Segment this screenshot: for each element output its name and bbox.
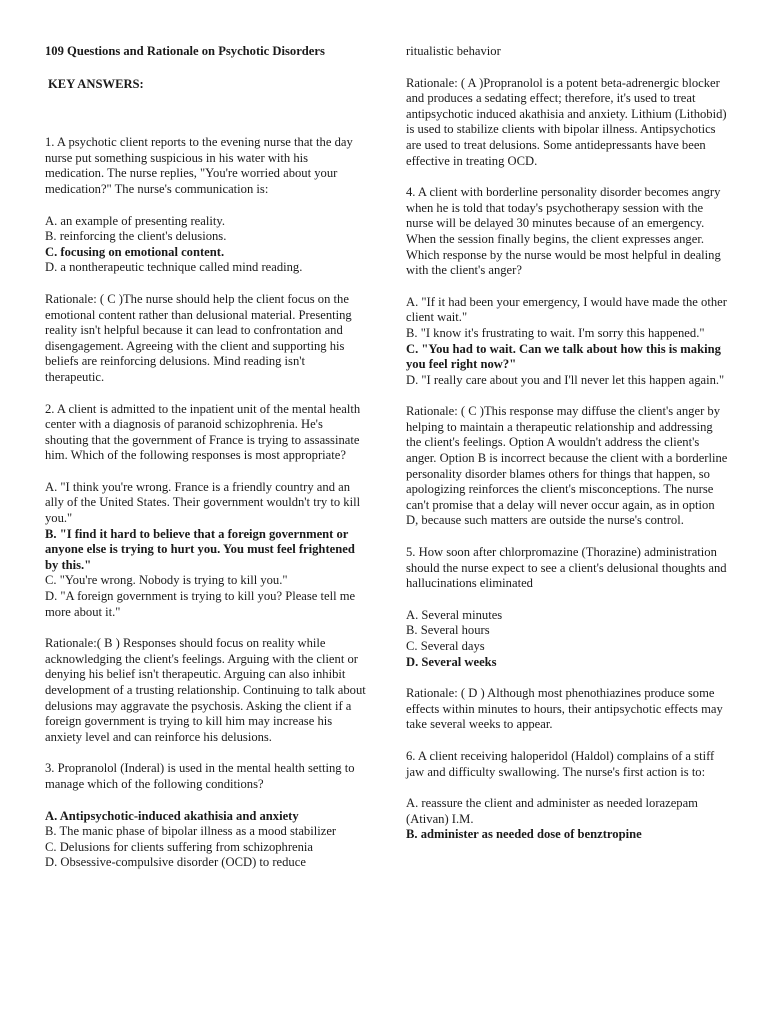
question-1-stem: 1. A psychotic client reports to the evening nurse that the day nurse put something suspicious in his water with his medication. The nurse replies, "You're worried about your medication?" The nurse's communication is:	[45, 135, 353, 196]
question-3-option-d: D. Obsessive-compulsive disorder (OCD) to reduce	[45, 855, 306, 870]
question-4-option-b: B. "I know it's frustrating to wait. I'm sorry this happened."	[406, 325, 705, 340]
left-column	[45, 44, 367, 887]
question-6-option-b-correct: B. administer as needed dose of benztropine	[406, 827, 642, 842]
question-3-stem: 3. Propranolol (Inderal) is used in the mental health setting to manage which of the following conditions?	[45, 761, 355, 791]
question-3-rationale: Rationale: ( A )Propranolol is a potent beta-adrenergic blocker and produces a sedating effect; therefore, it's used to treat antipsychotic induced akathisia and anxiety. Lithium (Lithobid) is used to stabilize clients with bipolar illness. Antipsychotics are used to treat delusions. Some antidepressants have been effective in treating OCD.	[406, 75, 727, 168]
question-2-stem: 2. A client is admitted to the inpatient unit of the mental health center with a diagnosis of paranoid schizophrenia. He's shouting that the government of France is trying to assassinate him. Which of the following responses is most appropriate?	[45, 401, 361, 463]
question-2-option-d: D. "A foreign government is trying to kill you? Please tell me more about it."	[45, 589, 356, 619]
question-6-options	[406, 796, 728, 843]
question-2-options	[45, 480, 367, 620]
question-4-option-c-correct: C. "You had to wait. Can we talk about how this is making you feel right now?"	[406, 341, 721, 372]
question-3-option-a-correct: A. Antipsychotic-induced akathisia and anxiety	[45, 808, 299, 823]
key-answers-heading: KEY ANSWERS:	[48, 76, 144, 91]
question-3-option-d-continued: ritualistic behavior	[406, 44, 501, 58]
document-title: 109 Questions and Rationale on Psychotic Disorders	[45, 44, 325, 58]
question-2-rationale: Rationale:( B ) Responses should focus on reality while acknowledging the client's feelings. Arguing with the client or denying his belief isn't therapeutic. Arguing can also inhibit development of a trusting relationship. Continuing to talk about delusions may aggravate the psychosis. Asking the client if a foreign government is trying to kill him may increase his anxiety level and can reinforce his delusions.	[45, 636, 366, 744]
question-4-stem: 4. A client with borderline personality disorder becomes angry when he is told that today's psychotherapy session with the nurse will be delayed 30 minutes because of an emergency. When the session finally begins, the client expresses anger. Which response by the nurse would be most helpful in dealing with the client's anger?	[406, 185, 721, 278]
question-6-option-a: A. reassure the client and administer as needed lorazepam (Ativan) I.M.	[406, 796, 698, 826]
question-1-options	[45, 214, 367, 276]
question-6-stem: 6. A client receiving haloperidol (Haldol) complains of a stiff jaw and difficulty swallowing. The nurse's first action is to:	[406, 748, 715, 779]
question-1-option-b: B. reinforcing the client's delusions.	[45, 229, 227, 244]
question-4-options	[406, 295, 728, 389]
question-1-option-a: A. an example of presenting reality.	[45, 213, 225, 228]
question-5-option-b: B. Several hours	[406, 623, 490, 638]
question-3-option-c: C. Delusions for clients suffering from schizophrenia	[45, 839, 314, 854]
question-5-rationale: Rationale: ( D ) Although most phenothiazines produce some effects within minutes to hours, their antipsychotic effects may take several weeks to appear.	[406, 686, 723, 732]
question-4-option-d: D. "I really care about you and I'll never let this happen again."	[406, 372, 725, 387]
question-1-option-d: D. a nontherapeutic technique called mind reading.	[45, 260, 303, 275]
question-4-rationale: Rationale: ( C )This response may diffuse the client's anger by helping to maintain a therapeutic relationship and addressing the client's feelings. Option A wouldn't address the client's anger. Option B is incorrect because the client with a borderline personality disorder blames others for things that happen, so apologizing reinforces the client's misconceptions. The nurse can't promise that a delay will never occur again, as in option D, because such matters are outside the nurse's control.	[406, 404, 728, 528]
question-2-option-b-correct: B. "I find it hard to believe that a foreign government or anyone else is trying to hurt you. You must feel frightened by this."	[45, 526, 355, 572]
question-1-option-c-correct: C. focusing on emotional content.	[45, 244, 225, 259]
question-2-option-a: A. "I think you're wrong. France is a friendly country and an ally of the United States. Their government wouldn't try to kill you."	[45, 479, 361, 526]
question-5-options	[406, 608, 728, 670]
question-1-rationale: Rationale: ( C )The nurse should help the client focus on the emotional content rather than delusional material. Presenting reality isn't helpful because it can lead to confrontation and disengagement. Agreeing with the client and supporting his beliefs are reinforcing delusions. Mind reading isn't therapeutic.	[45, 291, 352, 384]
question-3-option-b: B. The manic phase of bipolar illness as a mood stabilizer	[45, 824, 337, 839]
question-3-options	[45, 809, 367, 871]
right-column	[406, 44, 728, 859]
question-5-stem: 5. How soon after chlorpromazine (Thorazine) administration should the nurse expect to see a client's delusional thoughts and hallucinations eliminated	[406, 545, 727, 591]
question-5-option-d-correct: D. Several weeks	[406, 654, 497, 669]
question-4-option-a: A. "If it had been your emergency, I would have made the other client wait."	[406, 294, 727, 325]
question-5-option-c: C. Several days	[406, 639, 485, 653]
question-5-option-a: A. Several minutes	[406, 607, 503, 622]
question-2-option-c: C. "You're wrong. Nobody is trying to kill you."	[45, 573, 288, 588]
